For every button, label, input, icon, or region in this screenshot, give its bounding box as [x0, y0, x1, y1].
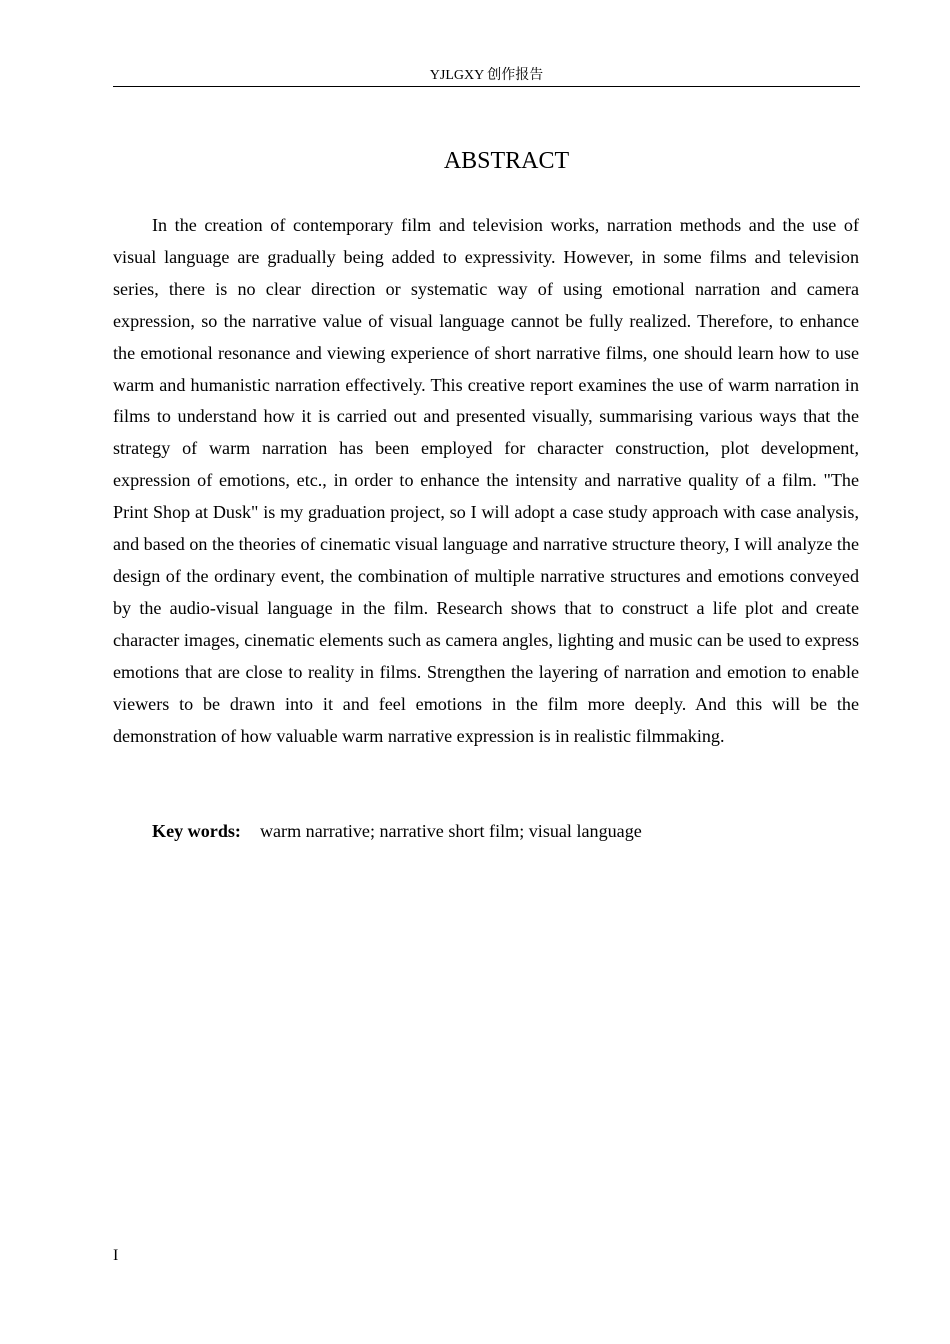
- keywords-label: Key words:: [152, 821, 241, 841]
- keywords-text: warm narrative; narrative short film; visual language: [259, 821, 642, 841]
- running-header: YJLGXY 创作报告: [429, 68, 544, 83]
- abstract-body: In the creation of contemporary film and television works, narration methods and the use of visual language are gradually being added to expressivity. However, in some films and television series, there is no clear direction or systematic way of using emotional narration and camera expression, so the narrative value of visual language cannot be fully realized. Therefore, to enhance the emotional resonance and viewing experience of short narrative films, one should learn how to use warm and humanistic narration effectively. This creative report examines the use of warm narration in films to understand how it is carried out and presented visually, summarising various ways that the strategy of warm narration has been employed for character construction, plot development, expression of emotions, etc., in order to enhance the intensity and narrative quality of a film. "The Print Shop at Dusk" is my graduation project, so I will adopt a case study approach with case analysis, and based on the theories of cinematic visual language and narrative structure theory, I will analyze the design of the ordinary event, the combination of multiple narrative structures and emotions conveyed by the audio-visual language in the film. Research shows that to construct a life plot and create character images, cinematic elements such as camera angles, lighting and music can be used to express emotions that are close to reality in films. Strengthen the layering of narration and emotion to enable viewers to be drawn into it and feel emotions in the film more deeply. And this will be the demonstration of how valuable warm narrative expression is in realistic filmmaking.: [113, 215, 859, 746]
- page-number: I: [113, 1247, 119, 1264]
- keywords-line: [152, 816, 860, 848]
- abstract-title: ABSTRACT: [443, 148, 570, 174]
- header-rule: [113, 86, 860, 87]
